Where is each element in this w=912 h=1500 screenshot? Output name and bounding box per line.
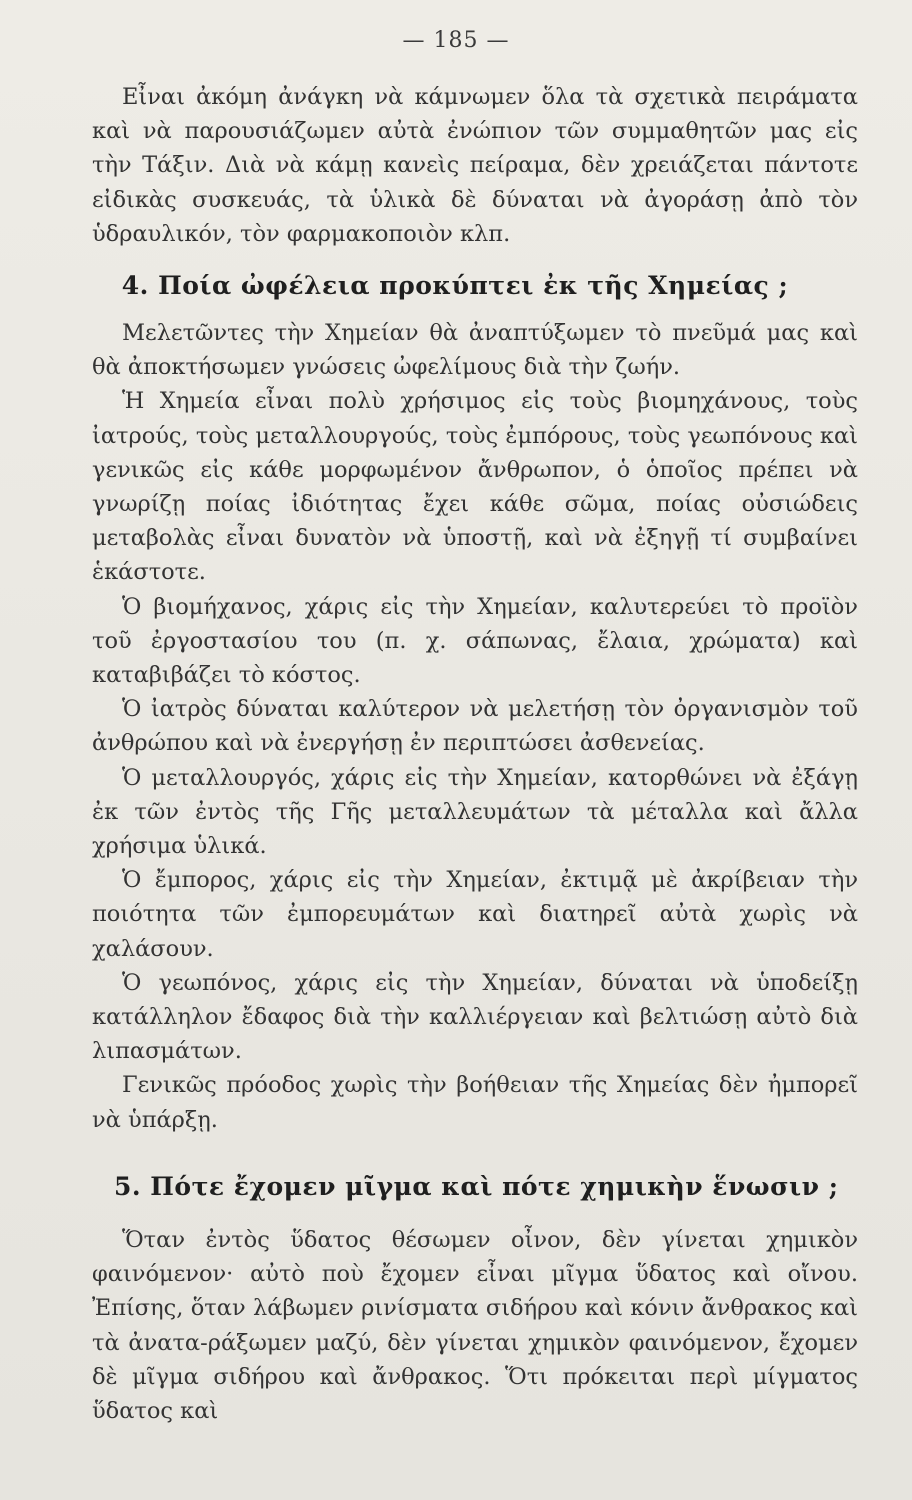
section-5-heading: 5. Πότε ἔχομεν μῖγμα καὶ πότε χημικὴν ἕνωσιν ; <box>114 1171 839 1201</box>
section-4-paragraph-1: Μελετῶντες τὴν Χημείαν θὰ ἀναπτύξωμεν τὸ πνεῦμά μας καὶ θὰ ἀποκτήσωμεν γνώσεις ὠφελίμους διὰ τὴν ζωήν. <box>92 320 858 381</box>
section-4-paragraph-5: Ὁ μεταλλουργός, χάρις εἰς τὴν Χημείαν, κατορθώνει νὰ ἐξάγῃ ἐκ τῶν ἐντὸς τῆς Γῆς μεταλλευμάτων τὰ μέταλλα καὶ ἄλλα χρήσιμα ὑλικά. <box>92 764 858 860</box>
section-4-paragraph-7: Ὁ γεωπόνος, χάρις εἰς τὴν Χημείαν, δύναται νὰ ὑποδείξῃ κατάλληλον ἔδαφος διὰ τὴν καλλιέργειαν καὶ βελτιώσῃ αὐτὸ διὰ λιπασμάτων. <box>92 969 858 1065</box>
section-4-heading: 4. Ποία ὠφέλεια προκύπτει ἐκ τῆς Χημείας ; <box>121 271 789 301</box>
page-body <box>92 80 858 1428</box>
section-4-paragraph-3: Ὁ βιομήχανος, χάρις εἰς τὴν Χημείαν, καλυτερεύει τὸ προϊὸν τοῦ ἐργοστασίου του (π. χ. σάπωνας, ἔλαια, χρώματα) καὶ καταβιβάζει τὸ κόστος. <box>92 593 858 689</box>
section-5-paragraph-1: Ὅταν ἐντὸς ὕδατος θέσωμεν οἶνον, δὲν γίνεται χημικὸν φαινόμενον· αὐτὸ ποὺ ἔχομεν εἶναι μῖγμα ὕδατος καὶ οἴνου. Ἐπίσης, ὅταν λάβωμεν ρινίσματα σιδήρου καὶ κόνιν ἄνθρακος καὶ τὰ ἀνατα-ράξωμεν μαζύ, δὲν γίνεται χημικὸν φαινόμενον, ἔχομεν δὲ μῖγμα σιδήρου καὶ ἄνθρακος. Ὅτι πρόκειται περὶ μίγματος ὕδατος καὶ <box>92 1226 858 1424</box>
page-number: — 185 — <box>402 28 510 53</box>
intro-paragraph: Εἶναι ἀκόμη ἀνάγκη νὰ κάμνωμεν ὅλα τὰ σχετικὰ πειράματα καὶ νὰ παρουσιάζωμεν αὐτὰ ἐνώπιον τῶν συμμαθητῶν μας εἰς τὴν Τάξιν. Διὰ νὰ κάμῃ κανεὶς πείραμα, δὲν χρειάζεται πάντοτε εἰδικὰς συσκευάς, τὰ ὑλικὰ δὲ δύναται νὰ ἀγοράσῃ ἀπὸ τὸν ὑδραυλικόν, τὸν φαρμακοποιὸν κλπ. <box>92 84 858 247</box>
section-4-paragraph-2: Ἡ Χημεία εἶναι πολὺ χρήσιμος εἰς τοὺς βιομηχάνους, τοὺς ἰατρούς, τοὺς μεταλλουργούς, τοὺς ἐμπόρους, τοὺς γεωπόνους καὶ γενικῶς εἰς κάθε μορφωμένον ἄνθρωπον, ὁ ὁποῖος πρέπει νὰ γνωρίζῃ ποίας ἰδιότητας ἔχει κάθε σῶμα, ποίας οὐσιώδεις μεταβολὰς εἶναι δυνατὸν νὰ ὑποστῇ, καὶ νὰ ἐξηγῇ τί συμβαίνει ἑκάστοτε. <box>92 388 858 586</box>
section-4-paragraph-4: Ὁ ἰατρὸς δύναται καλύτερον νὰ μελετήσῃ τὸν ὀργανισμὸν τοῦ ἀνθρώπου καὶ νὰ ἐνεργήσῃ ἐν περιπτώσει ἀσθενείας. <box>92 696 858 757</box>
section-4-paragraph-8: Γενικῶς πρόοδος χωρὶς τὴν βοήθειαν τῆς Χημείας δὲν ἠμπορεῖ νὰ ὑπάρξῃ. <box>92 1072 858 1133</box>
section-4-paragraph-6: Ὁ ἔμπορος, χάρις εἰς τὴν Χημείαν, ἐκτιμᾷ μὲ ἀκρίβειαν τὴν ποιότητα τῶν ἐμπορευμάτων καὶ διατηρεῖ αὐτὰ χωρὶς νὰ χαλάσουν. <box>92 867 858 962</box>
